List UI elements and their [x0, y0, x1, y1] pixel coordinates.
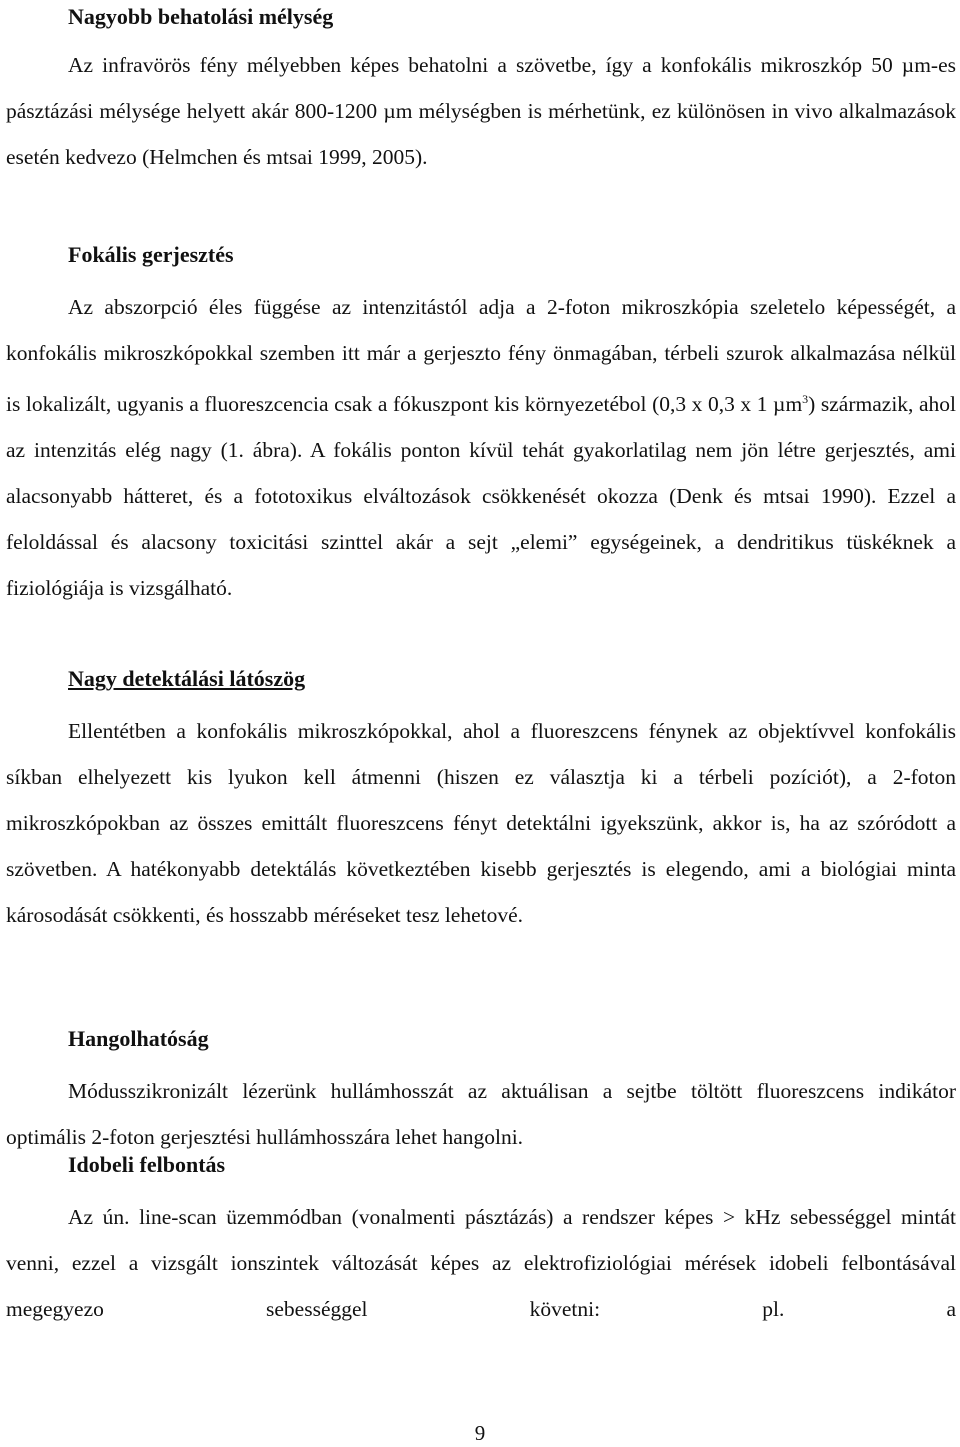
section-heading: Idobeli felbontás [68, 1152, 226, 1177]
section-detection-angle [6, 664, 956, 938]
section-heading: Nagyobb behatolási mélység [68, 4, 334, 29]
section-heading: Fokális gerjesztés [68, 242, 234, 267]
paragraph-text-part-1: Az abszorpció éles függése az intenzitástól adja a 2-foton mikroszkópia szeletelo képességét, a konfokális mikroszkópokkal szemben itt már a gerjeszto fény önmagában, térbeli szurok alkalmazása nélkül is lokalizált, ugyanis a fluoreszcencia csak a fókuszpont kis környezetébol (0,3 x 0,3 x 1 µm [6, 295, 956, 417]
section-paragraph: Módusszikronizált lézerünk hullámhosszát az aktuálisan a sejtbe töltött fluoreszcens indikátor optimális 2-foton gerjesztési hullámhosszára lehet hangolni. [6, 1079, 956, 1149]
section-paragraph [6, 284, 956, 611]
section-deeper-penetration [6, 2, 956, 180]
section-paragraph: Ellentétben a konfokális mikroszkópokkal, ahol a fluoreszcens fénynek az objektívvel konfokális síkban elhelyezett kis lyukon kell átmenni (hiszen ez választja ki a térbeli pozíciót), a 2-foton mikroszkópokban az összes emittált fluoreszcens fényt detektálni igyekszünk, akkor is, ha az szóródott a szövetben. A hatékonyabb detektálás következtében kisebb gerjesztés is elegendo, ami a biológiai minta károsodását csökkenti, és hosszabb méréseket tesz lehetové. [6, 719, 956, 927]
page-number: 9 [474, 1421, 486, 1445]
section-paragraph: Az ún. line-scan üzemmódban (vonalmenti pásztázás) a rendszer képes > kHz sebességgel mintát venni, ezzel a vizsgált ionszintek változását képes az elektrofiziológiai mérések idobeli felbontásával megegyezo sebességgel követni: pl. a [6, 1205, 956, 1321]
section-tunability [6, 1024, 956, 1160]
section-paragraph: Az infravörös fény mélyebben képes behatolni a szövetbe, így a konfokális mikroszkóp 50 µm-es pásztázási mélysége helyett akár 800-1200 µm mélységben is mérhetünk, ez különösen in vivo alkalmazások esetén kedvezo (Helmchen és mtsai 1999, 2005). [6, 53, 956, 169]
superscript-cube: 3 [802, 392, 809, 406]
section-heading: Hangolhatóság [68, 1026, 209, 1051]
paragraph-text-part-2: ) származik, ahol az intenzitás elég nagy (1. ábra). A fokális ponton kívül tehát gyakorlatilag nem jön létre gerjesztés, ami alacsonyabb hátteret, és a fototoxikus elváltozások csökkenését okozza (Denk és mtsai 1990). Ezzel a feloldással és alacsony toxicitási szinttel akár a sejt „elemi” egységeinek, a dendritikus tüskéknek a fiziológiája is vizsgálható. [6, 392, 956, 601]
section-temporal-resolution [6, 1150, 956, 1332]
section-heading: Nagy detektálási látószög [68, 666, 306, 691]
section-focal-excitation [6, 240, 956, 611]
